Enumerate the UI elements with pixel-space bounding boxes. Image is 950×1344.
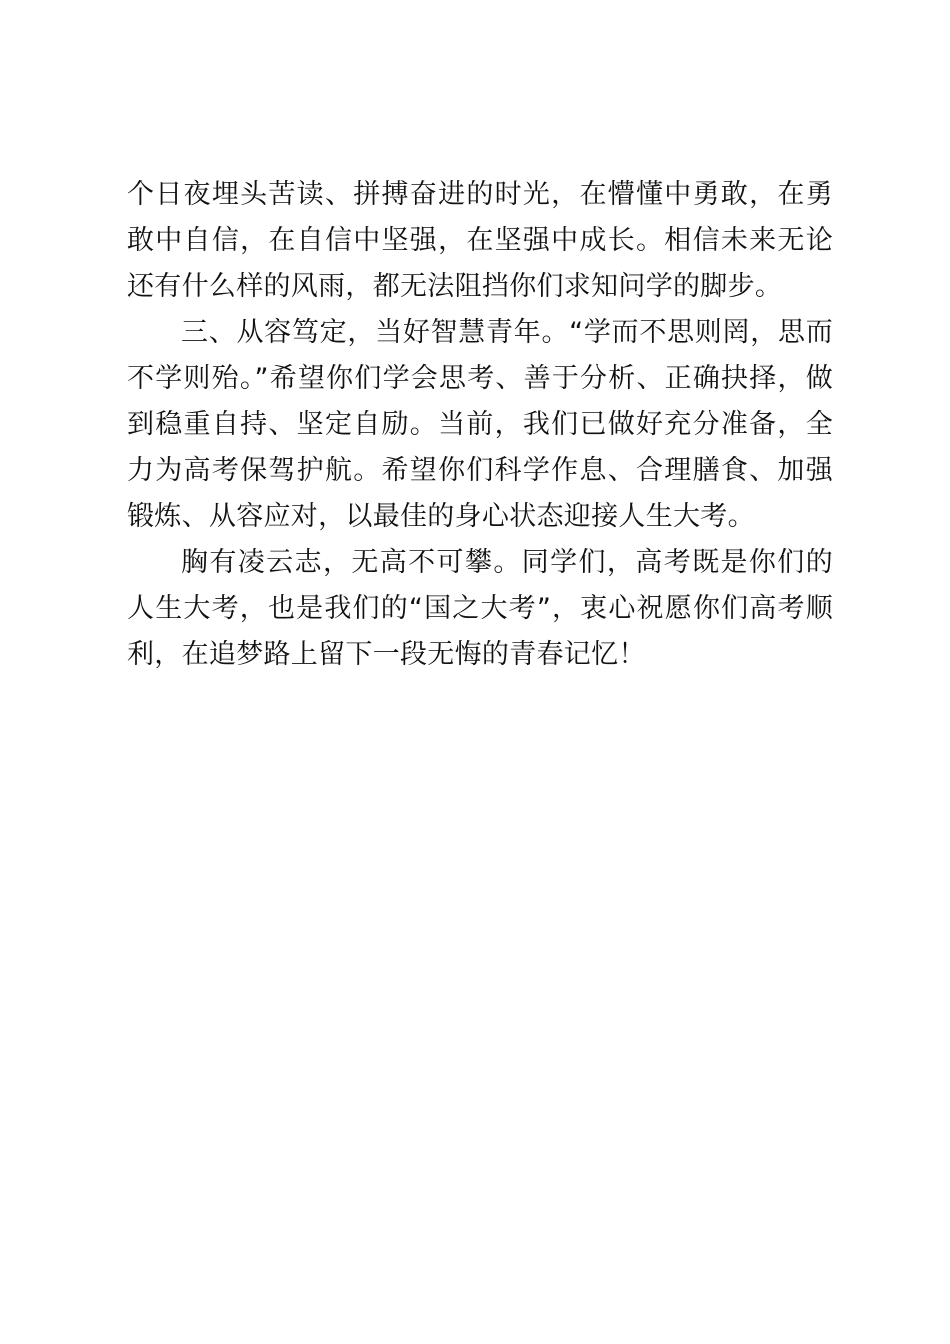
paragraph-closing: 胸有凌云志，无高不可攀。同学们，高考既是你们的人生大考，也是我们的“国之大考”，衷心祝愿你们高考顺利，在追梦路上留下一段无悔的青春记忆！ [127,547,833,670]
paragraph-composure: 三、从容笃定，当好智慧青年。“学而不思则罔，思而不学则殆。”希望你们学会思考、善于分析、正确抉择，做到稳重自持、坚定自励。当前，我们已做好充分准备，全力为高考保驾护航。希望你们科学作息、合理膳食、加强锻炼、从容应对，以最佳的身心状态迎接人生大考。 [127,317,833,532]
document-body [127,172,833,678]
paragraph-continuation: 个日夜埋头苦读、拼搏奋进的时光，在懵懂中勇敢，在勇敢中自信，在自信中坚强，在坚强中成长。相信未来无论还有什么样的风雨，都无法阻挡你们求知问学的脚步。 [127,179,833,302]
